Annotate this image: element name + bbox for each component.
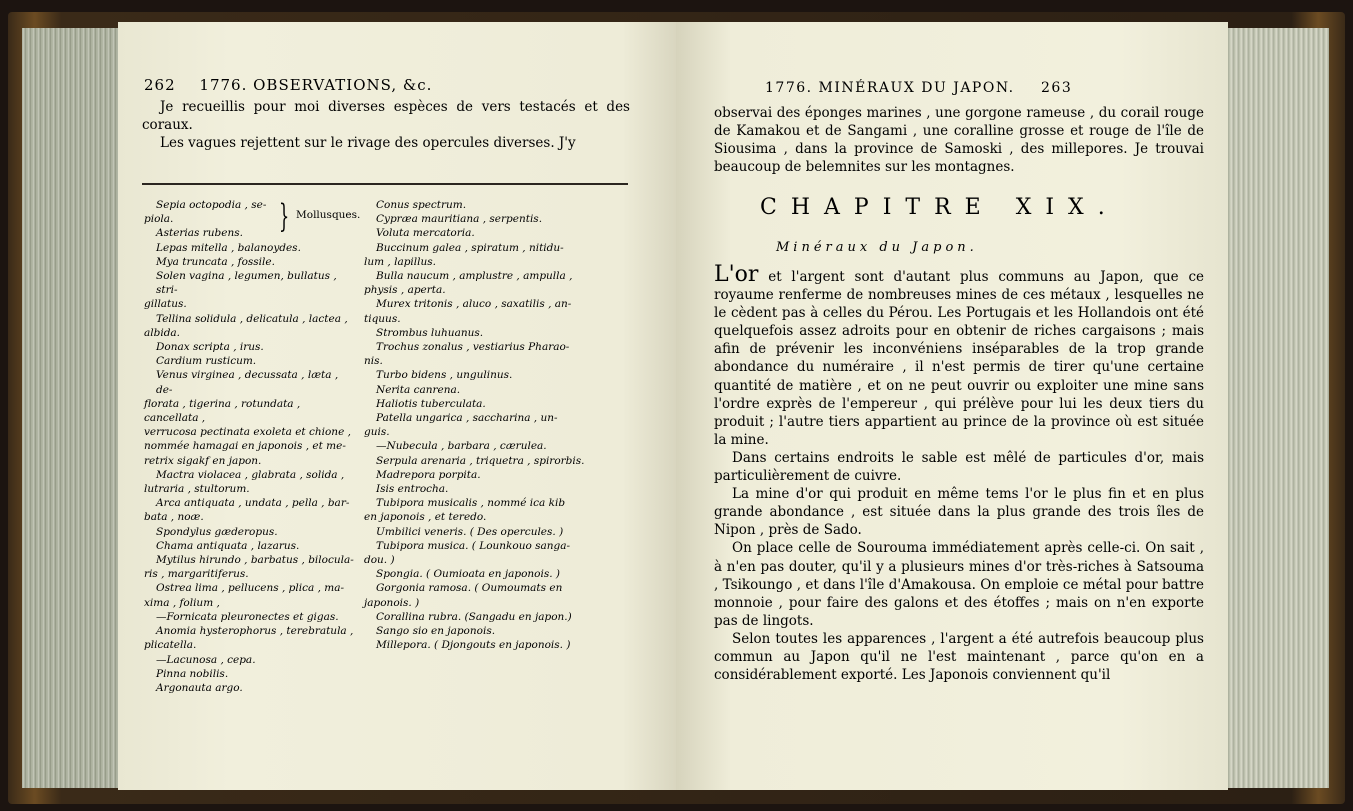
mollusk-group xyxy=(144,197,361,241)
list-item: retrix sigakf en japon. xyxy=(144,454,262,467)
list-item: guis. xyxy=(364,426,390,439)
paragraph: Les vagues rejettent sur le rivage des opercules diverses. J'y xyxy=(160,135,576,151)
list-item: Strombus luhuanus. xyxy=(376,326,484,339)
species-list-col2 xyxy=(364,198,630,653)
list-item: Tellina solidula , delicatula , lactea , xyxy=(156,312,348,325)
list-item: Conus spectrum. xyxy=(376,199,467,211)
list-item: ris , margaritiferus. xyxy=(144,568,249,581)
list-item: Argonauta argo. xyxy=(156,681,243,694)
list-item: Millepora. ( Djongouts en japonois. ) xyxy=(376,639,571,652)
right-running-head xyxy=(765,80,1073,96)
list-item: albida. xyxy=(144,326,181,339)
list-item: florata , tigerina , rotundata , cancellata , xyxy=(144,397,301,425)
left-page-number: 262 xyxy=(144,76,176,94)
list-item: en japonois , et teredo. xyxy=(364,511,487,524)
page-edges-right xyxy=(1225,28,1329,788)
list-item: Solen vagina , legumen, bullatus , stri- xyxy=(156,270,337,297)
list-item: Umbilici veneris. ( Des opercules. ) xyxy=(376,525,564,538)
drop-cap: L'or xyxy=(714,262,759,287)
list-item: Donax scripta , irus. xyxy=(156,341,264,354)
list-item: Gorgonia ramosa. ( Oumoumats en xyxy=(376,582,563,595)
list-item: Spondylus gæderopus. xyxy=(156,525,278,538)
list-item: Murex tritonis , aluco , saxatilis , an- xyxy=(376,298,572,311)
left-running-head xyxy=(144,76,432,94)
list-item: Venus virginea , decussata , læta , de- xyxy=(156,369,339,396)
paragraph: Selon toutes les apparences , l'argent a été autrefois beaucoup plus commun au Japon qu'il ne l'est maintenant , parce qu'on en a considérablement exporté. Les Japonois conviennent qu'il xyxy=(714,630,1204,684)
list-item: Tubipora musicalis , nommé ica kib xyxy=(376,497,566,510)
list-item: Asterias rubens. xyxy=(156,227,243,240)
list-item: Spongia. ( Oumioata en japonois. ) xyxy=(376,568,561,581)
list-item: Nerita canrena. xyxy=(376,383,461,396)
page-edges-left xyxy=(22,28,122,788)
brace-icon: } xyxy=(279,197,290,235)
paragraph-text: et l'argent sont d'autant plus communs au Japon, que ce royaume renferme de nombreuses mines de ces métaux , lesquelles ne le cèdent pas à celles du Pérou. Les Portugais et les Hollandois ont été quelquefois assez adroits pour en obtenir de riches cargaisons ; mais afin de prévenir les inconvéniens inséparables de la trop grande abondance du numéraire , il n'est permis de tirer qu'une certaine quantité de matière , et on ne peut ouvrir ou exploiter une mine sans l'ordre exprès de l'empereur , qui prélève pour lui les deux tiers du produit ; l'autre tiers appartient au prince de la province où est située la mine. xyxy=(714,269,1204,448)
list-item: Turbo bidens , ungulinus. xyxy=(376,369,513,382)
list-item: verrucosa pectinata exoleta et chione , xyxy=(144,426,351,439)
paragraph: observai des éponges marines , une gorgone rameuse , du corail rouge de Kamakou et de Sangami , une coralline grosse et rouge de l'île de Siousima , dans la province de Samoski , des millepores. Je trouvai beaucoup de belemnites sur les montagnes. xyxy=(714,105,1204,176)
list-item: —Fornicata pleuronectes et gigas. xyxy=(156,610,339,623)
list-item: bata , noæ. xyxy=(144,511,204,524)
list-item: tiquus. xyxy=(364,312,401,325)
list-item: Anomia hysterophorus , terebratula , xyxy=(156,625,354,638)
list-item: Serpula arenaria , triquetra , spirorbis. xyxy=(376,454,585,467)
right-top-paragraph xyxy=(714,104,1204,176)
list-item: Isis entrocha. xyxy=(376,483,449,496)
list-item: Arca antiquata , undata , pella , bar- xyxy=(156,497,350,510)
list-item: —Nubecula , barbara , cærulea. xyxy=(376,440,547,453)
paragraph: La mine d'or qui produit en même tems l'or le plus fin et en plus grande abondance , est située dans la plus grande des trois îles de Nipon , près de Sado. xyxy=(714,486,1204,539)
list-item: lutraria , stultorum. xyxy=(144,483,250,496)
list-item: Trochus zonalus , vestiarius Pharao- xyxy=(376,341,570,354)
list-item: xima , folium , xyxy=(144,596,220,609)
list-item: gillatus. xyxy=(144,298,187,311)
list-item: Mytilus hirundo , barbatus , bilocula- xyxy=(156,554,354,567)
list-item: Mactra violacea , glabrata , solida , xyxy=(156,468,345,481)
chapter-title: CHAPITRE XIX. xyxy=(760,195,1119,220)
list-item: physis , aperta. xyxy=(364,284,446,297)
paragraph: Je recueillis pour moi diverses espèces de vers testacés et des coraux. xyxy=(142,99,630,133)
list-item: Cypræa mauritiana , serpentis. xyxy=(376,213,543,226)
list-item: Buccinum galea , spiratum , nitidu- xyxy=(376,241,564,254)
paragraph: Dans certains endroits le sable est mêlé de particules d'or, mais particulièrement de cuivre. xyxy=(714,449,1204,485)
chapter-subtitle: Minéraux du Japon. xyxy=(776,240,978,255)
list-item: Chama antiquata , lazarus. xyxy=(156,539,300,552)
list-item: Cardium rusticum. xyxy=(156,355,257,368)
list-item: —Lacunosa , cepa. xyxy=(156,653,256,666)
right-head-title: 1776. MINÉRAUX DU JAPON. xyxy=(765,80,1015,96)
list-item: nis. xyxy=(364,355,383,368)
list-item: Haliotis tuberculata. xyxy=(376,397,486,410)
paragraph: On place celle de Sourouma immédiatement après celle-ci. On sait , à n'en pas douter, qu'il y a plusieurs mines d'or très-riches à Satsouma , Tsikoungo , et dans l'île d'Amakousa. On emploie ce métal pour battre monnoie , pour faire des galons et des étoffes ; mais on n'en exporte pas de lingots. xyxy=(714,540,1204,629)
right-body-text xyxy=(714,262,1204,684)
brace-label: Mollusques. xyxy=(296,209,361,221)
list-item: Madrepora porpita. xyxy=(376,468,481,481)
list-item: Pinna nobilis. xyxy=(156,667,229,680)
list-item: Ostrea lima , pellucens , plica , ma- xyxy=(156,582,345,595)
paragraph xyxy=(714,262,1204,449)
list-item: Patella ungarica , saccharina , un- xyxy=(376,412,558,425)
list-item: Sepia octopodia , se- xyxy=(156,199,267,211)
list-item: japonois. ) xyxy=(364,596,420,609)
right-page-number: 263 xyxy=(1041,80,1073,96)
list-item: Corallina rubra. (Sangadu en japon.) xyxy=(376,610,572,623)
list-item: Tubipora musica. ( Lounkouo sanga- xyxy=(376,539,571,552)
list-item: Voluta mercatoria. xyxy=(376,227,475,240)
list-item: lum , lapillus. xyxy=(364,255,436,268)
list-item: nommée hamagai en japonois , et me- xyxy=(144,440,346,453)
list-item: plicatella. xyxy=(144,639,197,652)
list-item: Mya truncata , fossile. xyxy=(156,255,275,268)
species-list-col1 xyxy=(144,197,361,695)
list-item: Lepas mitella , balanoydes. xyxy=(156,241,301,254)
list-item: Sango sio en japonois. xyxy=(376,625,496,638)
left-body-text xyxy=(142,98,630,152)
list-item: dou. ) xyxy=(364,554,395,567)
list-item: Bulla naucum , amplustre , ampulla , xyxy=(376,270,573,283)
section-rule xyxy=(142,183,628,185)
left-head-title: 1776. OBSERVATIONS, &c. xyxy=(199,76,433,94)
list-item: piola. xyxy=(144,213,174,226)
